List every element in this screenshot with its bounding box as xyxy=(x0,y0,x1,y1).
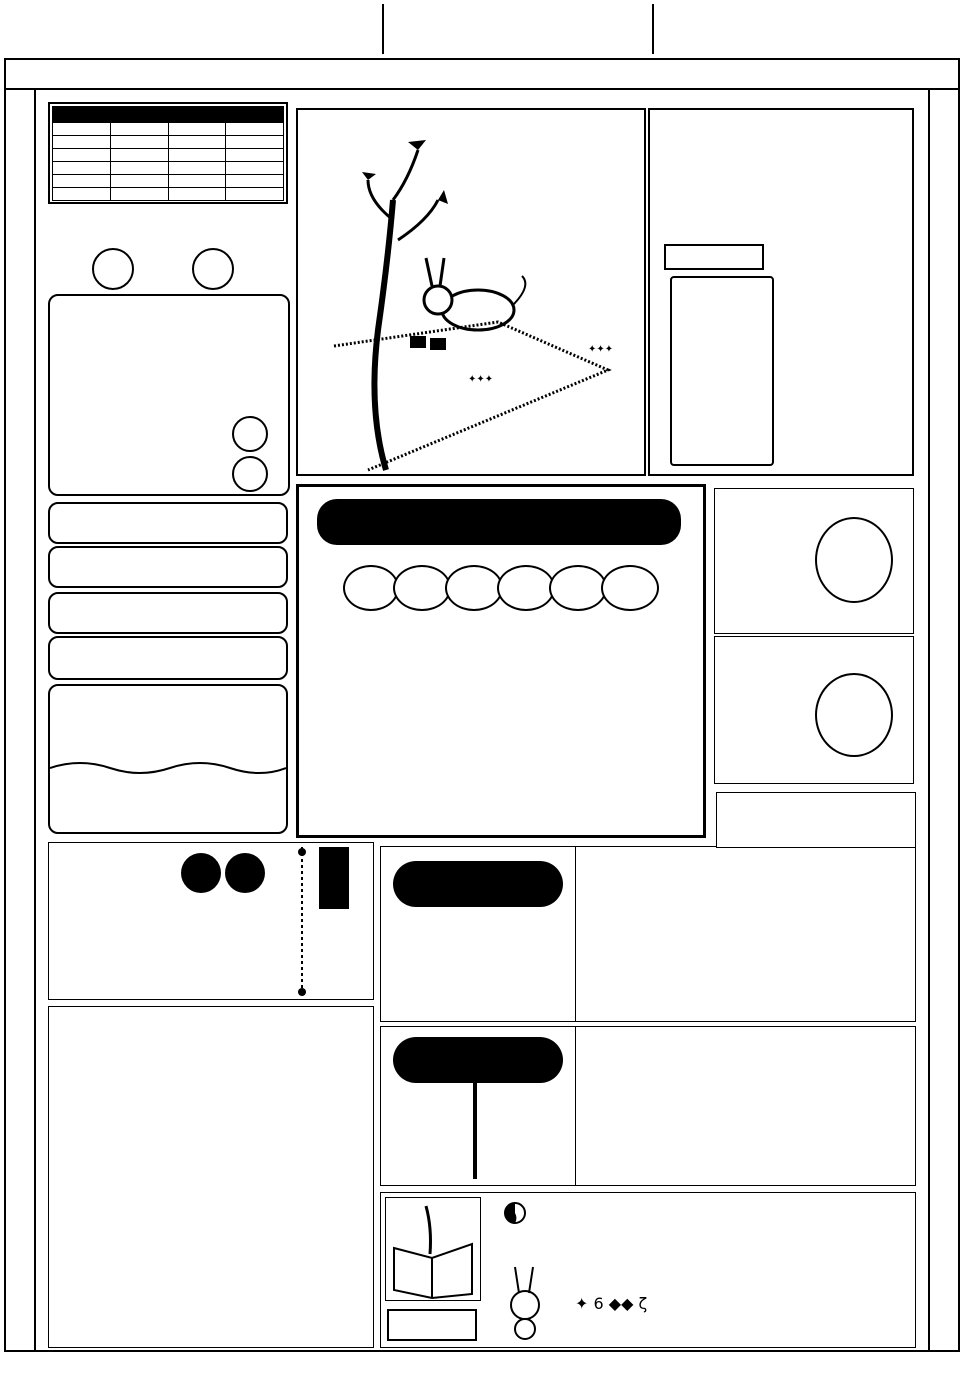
contribution-box xyxy=(48,684,288,834)
scroll-panel xyxy=(670,276,774,466)
rabbit-illustration xyxy=(485,1197,675,1347)
xuanji-box xyxy=(48,842,374,1000)
total-divider xyxy=(575,847,576,1021)
xuanji-title-highlight xyxy=(225,853,265,893)
foot-mark: ✦ 6 ◆◆ ζ xyxy=(575,1294,648,1313)
table-cell xyxy=(168,175,226,188)
jiehua-box xyxy=(380,1192,916,1348)
table-cell xyxy=(168,149,226,162)
table-row xyxy=(53,175,284,188)
table-cell xyxy=(226,136,284,149)
jiehua-label xyxy=(387,1309,477,1341)
computer-ball-row xyxy=(315,565,687,615)
special-open-mid-line xyxy=(473,1083,477,1179)
right-brand-strip xyxy=(928,90,958,1350)
treasure-map-box xyxy=(296,108,646,476)
table-row xyxy=(53,188,284,201)
table-cell xyxy=(226,162,284,175)
year-count-number-ball xyxy=(815,673,893,757)
stats-header-cell xyxy=(226,123,284,136)
header-bar xyxy=(0,0,964,56)
provide-ball xyxy=(232,416,268,452)
stats-table-box xyxy=(48,102,288,204)
xuanji-title-highlight xyxy=(181,853,221,893)
computer-analysis-box xyxy=(296,484,706,838)
computer-ball xyxy=(445,565,503,611)
special-open-divider xyxy=(575,1027,576,1185)
stats-header-row xyxy=(53,123,284,136)
table-cell xyxy=(110,136,168,149)
total-right-title-box xyxy=(716,792,916,848)
lucky-code-row xyxy=(48,502,288,544)
table-cell xyxy=(110,162,168,175)
table-cell xyxy=(168,136,226,149)
book-hand-icon xyxy=(386,1198,480,1300)
special-open-box xyxy=(380,1026,916,1186)
stats-header-cell xyxy=(168,123,226,136)
special-open-pill xyxy=(393,1037,563,1083)
top-brand-strip xyxy=(6,60,958,90)
table-cell xyxy=(226,149,284,162)
table-cell xyxy=(53,175,111,188)
stats-table-title xyxy=(52,106,284,122)
table-cell xyxy=(168,188,226,201)
table-cell xyxy=(110,149,168,162)
computer-ball xyxy=(601,565,659,611)
computer-ball xyxy=(549,565,607,611)
lucky-color-row xyxy=(48,592,288,634)
stats-table xyxy=(52,122,284,201)
table-row xyxy=(53,162,284,175)
lucky-range-row xyxy=(48,636,288,680)
book-illustration xyxy=(385,1197,481,1301)
table-cell xyxy=(53,162,111,175)
year-count-box xyxy=(714,488,914,634)
stats-header-cell xyxy=(110,123,168,136)
puzzle-box xyxy=(48,1006,374,1348)
table-cell xyxy=(168,162,226,175)
table-row xyxy=(53,149,284,162)
year-count-box xyxy=(714,636,914,784)
map-mark: ✦✦✦ xyxy=(588,344,614,355)
table-cell xyxy=(226,175,284,188)
special-code-box xyxy=(48,294,290,496)
computer-ball xyxy=(343,565,399,611)
year-count-number-ball xyxy=(815,517,893,603)
computer-analysis-title xyxy=(317,499,681,545)
table-cell xyxy=(53,149,111,162)
provide-ball xyxy=(232,456,268,492)
dotted-divider xyxy=(297,847,307,997)
table-cell xyxy=(53,136,111,149)
total-pill xyxy=(393,861,563,907)
table-cell xyxy=(110,188,168,201)
map-mark: ✦✦✦ xyxy=(468,374,494,385)
hot-cold-ball xyxy=(92,248,134,290)
table-cell xyxy=(53,188,111,201)
seek-code-tag xyxy=(664,244,764,270)
title-frame xyxy=(382,4,654,54)
lucky-zodiac-row xyxy=(48,546,288,588)
hot-cold-ball xyxy=(192,248,234,290)
total-small-box xyxy=(380,846,916,1022)
left-brand-strip xyxy=(6,90,36,1350)
table-row xyxy=(53,136,284,149)
computer-ball xyxy=(497,565,555,611)
wave-divider xyxy=(50,758,286,778)
liuhe-box xyxy=(648,108,914,476)
xuanji-tag xyxy=(319,847,349,909)
computer-ball xyxy=(393,565,451,611)
table-cell xyxy=(226,188,284,201)
table-cell xyxy=(110,175,168,188)
treasure-map-illustration xyxy=(298,110,644,474)
stats-header-cell xyxy=(53,123,111,136)
puzzle-grid xyxy=(55,1069,367,1343)
